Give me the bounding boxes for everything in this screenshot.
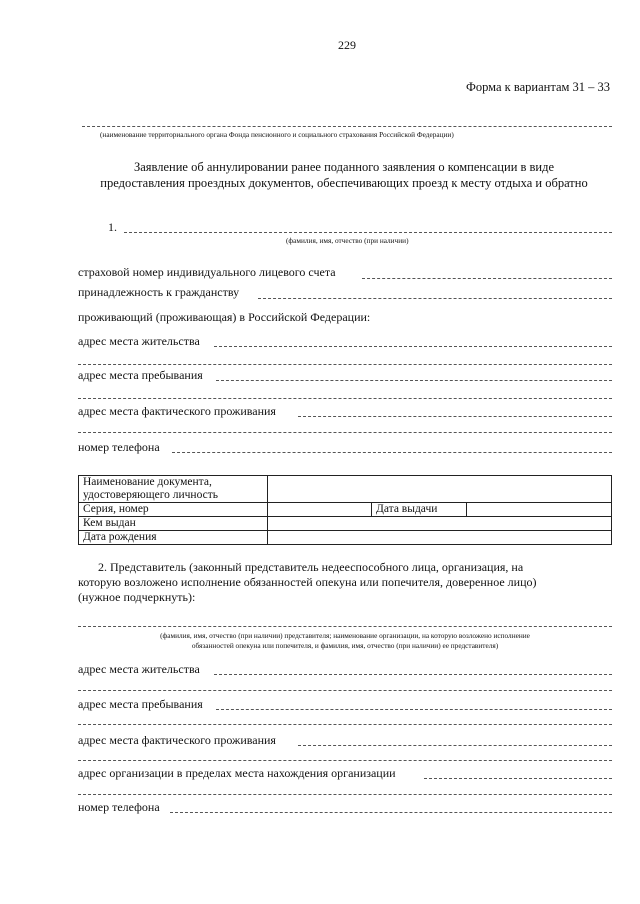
issued-by-cell xyxy=(79,517,268,531)
representative-name-line[interactable] xyxy=(78,626,612,627)
rep-actual-address-line-2[interactable] xyxy=(78,760,612,761)
org-caption: (наименование территориального органа Фонда пенсионного и социального страхования Российской Федерации) xyxy=(100,130,454,139)
identity-document-table xyxy=(78,475,612,545)
title-line-1: Заявление об аннулировании ранее поданного заявления о компенсации в виде xyxy=(133,160,555,174)
org-address-label: адрес организации в пределах места нахождения организации xyxy=(78,766,396,780)
birth-date-value[interactable] xyxy=(268,531,612,545)
issue-date-label: Дата выдачи xyxy=(376,503,438,515)
rep-stay-address-label: адрес места пребывания xyxy=(78,697,203,711)
section-2-para-line-2: которую возложено исполнение обязанностей опекуна или попечителя, доверенное лицо) xyxy=(78,575,537,589)
applicant-name-caption: (фамилия, имя, отчество (при наличии) xyxy=(286,236,409,245)
org-address-line[interactable] xyxy=(424,778,612,779)
citizenship-label: принадлежность к гражданству xyxy=(78,285,240,299)
org-address-line-2[interactable] xyxy=(78,794,612,795)
residence-address-line[interactable] xyxy=(214,346,612,347)
title-line-2: предоставления проездных документов, обеспечивающих проезд к месту отдыха и обратно xyxy=(100,176,588,190)
actual-address-line[interactable] xyxy=(298,416,612,417)
issued-by-label: Кем выдан xyxy=(83,517,136,529)
doc-name-label-1: Наименование документа, xyxy=(83,476,212,488)
doc-name-label-2: удостоверяющего личность xyxy=(83,489,218,501)
issue-date-value[interactable] xyxy=(467,503,612,517)
org-name-line[interactable] xyxy=(82,126,612,127)
rep-stay-address-line[interactable] xyxy=(216,709,612,710)
rep-phone-line[interactable] xyxy=(170,812,612,813)
form-reference: Форма к вариантам 31 – 33 xyxy=(466,80,611,94)
representative-caption-2: обязанностей опекуна или попечителя, и фамилия, имя, отчество (при наличии) ее представителя) xyxy=(191,641,499,650)
residing-label: проживающий (проживающая) в Российской Федерации: xyxy=(78,310,371,324)
snils-label: страховой номер индивидуального лицевого счета xyxy=(78,265,336,279)
issued-by-value[interactable] xyxy=(268,517,612,531)
rep-actual-address-label: адрес места фактического проживания xyxy=(78,733,276,747)
phone-line[interactable] xyxy=(172,452,612,453)
phone-label: номер телефона xyxy=(78,440,160,454)
rep-phone-label: номер телефона xyxy=(78,800,160,814)
rep-residence-address-line[interactable] xyxy=(214,674,612,675)
rep-residence-address-label: адрес места жительства xyxy=(78,662,200,676)
series-label: Серия, номер xyxy=(83,503,149,515)
residence-address-label: адрес места жительства xyxy=(78,334,200,348)
birth-date-cell xyxy=(79,531,268,545)
series-cell xyxy=(79,503,268,517)
residence-address-line-2[interactable] xyxy=(78,364,612,365)
stay-address-label: адрес места пребывания xyxy=(78,368,203,382)
doc-name-cell xyxy=(79,476,268,490)
actual-address-label: адрес места фактического проживания xyxy=(78,404,276,418)
rep-actual-address-line[interactable] xyxy=(298,745,612,746)
doc-name-cell-2 xyxy=(79,489,268,503)
citizenship-line[interactable] xyxy=(258,298,612,299)
section-2-para-line-1: 2. Представитель (законный представитель недееспособного лица, организация, на xyxy=(98,560,524,574)
section-1-number: 1. xyxy=(108,220,117,234)
birth-date-label: Дата рождения xyxy=(83,531,157,543)
applicant-name-line[interactable] xyxy=(124,232,612,233)
series-value[interactable] xyxy=(268,503,372,517)
snils-line[interactable] xyxy=(362,278,612,279)
actual-address-line-2[interactable] xyxy=(78,432,612,433)
issue-date-cell xyxy=(372,503,467,517)
stay-address-line[interactable] xyxy=(216,380,612,381)
page-number: 229 xyxy=(338,38,356,52)
representative-caption-1: (фамилия, имя, отчество (при наличии) представителя; наименование организации, на которую возложено исполнение xyxy=(160,631,530,640)
rep-residence-address-line-2[interactable] xyxy=(78,690,612,691)
stay-address-line-2[interactable] xyxy=(78,398,612,399)
doc-name-value[interactable] xyxy=(268,476,612,503)
section-2-para-line-3: (нужное подчеркнуть): xyxy=(78,590,196,604)
rep-stay-address-line-2[interactable] xyxy=(78,724,612,725)
